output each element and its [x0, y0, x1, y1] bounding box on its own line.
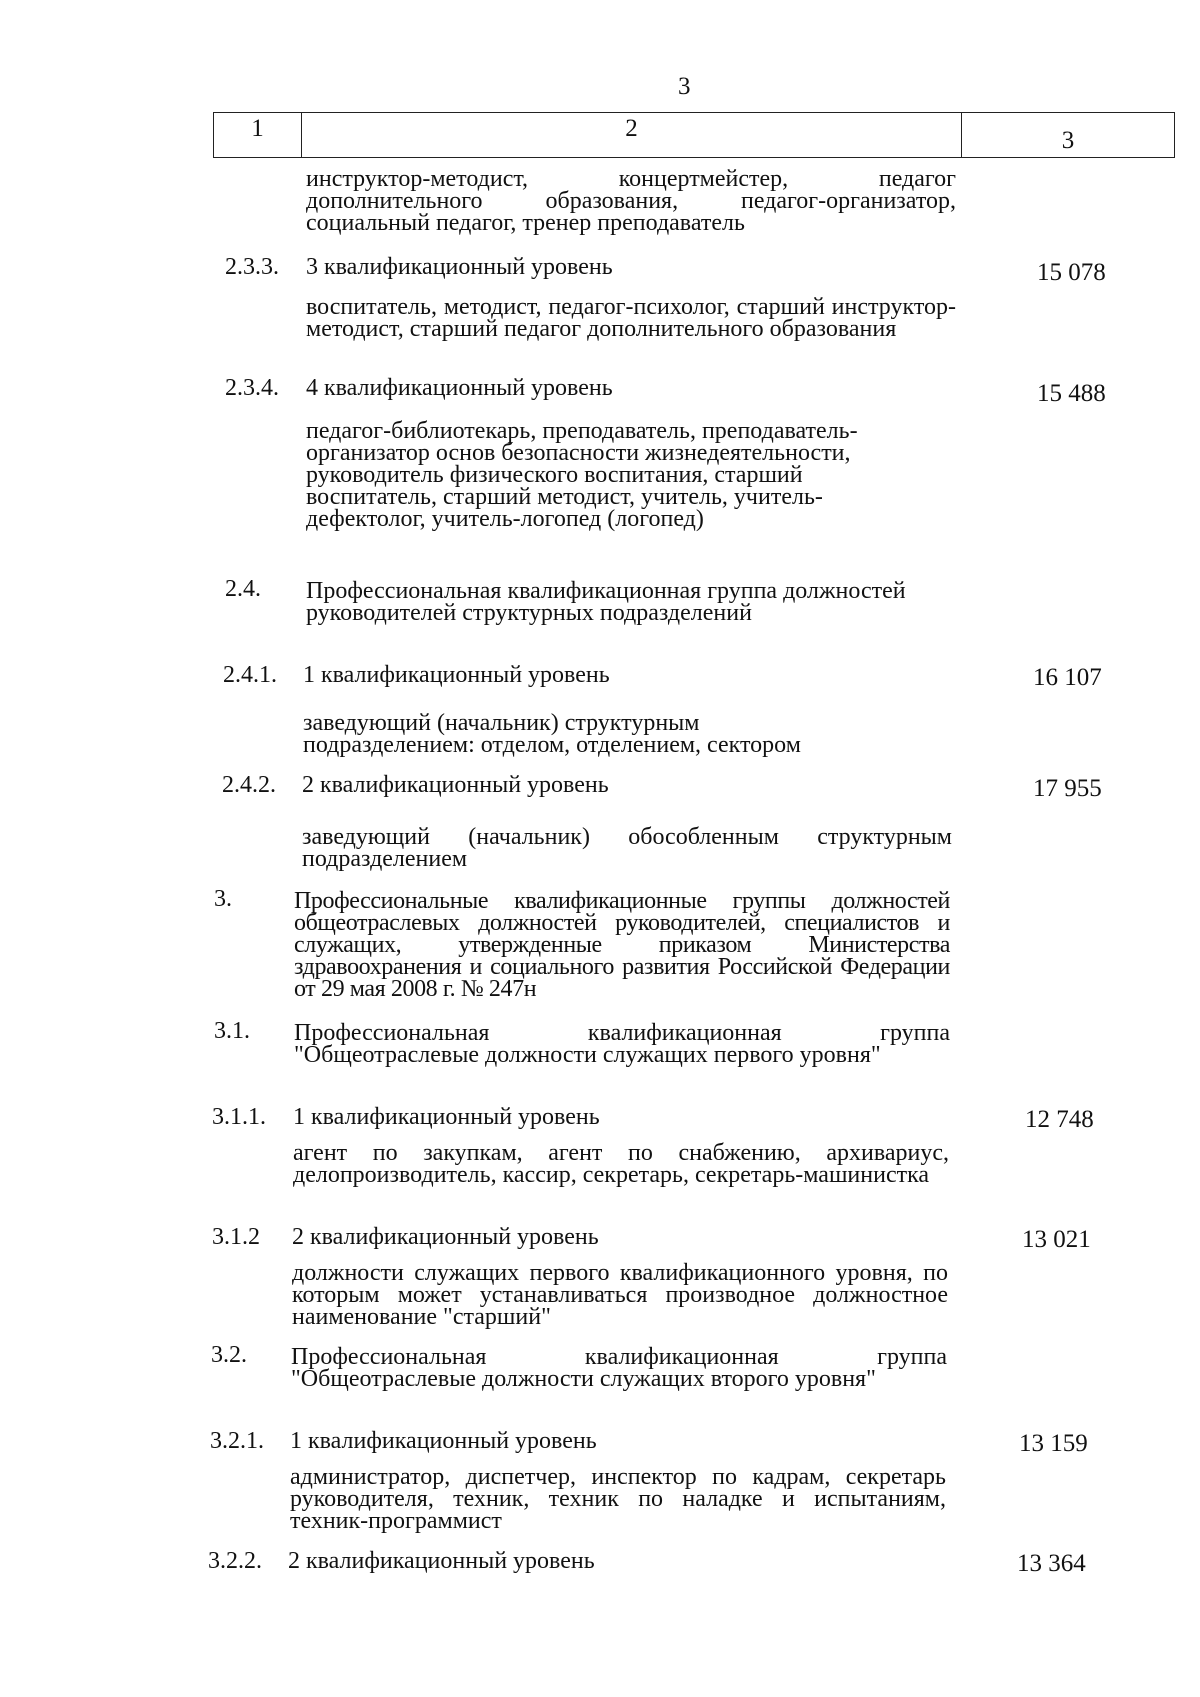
- row-text: 4 квалификационный уровень: [306, 375, 613, 401]
- row-number: 2.3.4.: [225, 375, 279, 401]
- row-number: 2.4.: [225, 576, 261, 602]
- row-number: 2.4.1.: [223, 662, 277, 688]
- row-text: 2 квалификационный уровень: [292, 1224, 599, 1250]
- row-text: заведующий (начальник) обособленным структурным подразделением: [302, 824, 952, 872]
- row-text: воспитатель, методист, педагог-психолог, старший инструктор-методист, старший педагог дополнительного образования: [306, 294, 956, 342]
- header-col-1: 1: [214, 113, 302, 157]
- row-value: 15 488: [1037, 380, 1106, 407]
- row-text: Профессиональная квалификационная группа должностей руководителей структурных подразделений: [306, 578, 906, 626]
- row-text: инструктор-методист, концертмейстер, педагог дополнительного образования, педагог-организатор, социальный педагог, тренер преподаватель: [306, 166, 956, 236]
- row-value: 13 159: [1019, 1430, 1088, 1457]
- row-number: 3.1.2: [212, 1224, 260, 1250]
- row-value: 17 955: [1033, 775, 1102, 802]
- row-text: 1 квалификационный уровень: [290, 1428, 597, 1454]
- row-number: 3.1.1.: [212, 1104, 266, 1130]
- row-number: 3.2.: [211, 1342, 247, 1368]
- row-number: 3.1.: [214, 1018, 250, 1044]
- row-text: должности служащих первого квалификационного уровня, по которым может устанавливаться производное должностное наименование "старший": [292, 1260, 948, 1330]
- row-text: Профессиональная квалификационная группа "Общеотраслевые должности служащих второго уровня": [291, 1344, 947, 1392]
- row-text: 1 квалификационный уровень: [293, 1104, 600, 1130]
- row-number: 3.: [214, 886, 232, 912]
- table-header: [213, 112, 1175, 158]
- row-text: 2 квалификационный уровень: [288, 1548, 595, 1574]
- row-text: Профессиональные квалификационные группы должностей общеотраслевых должностей руководителей, специалистов и служащих, утвержденные приказом Министерства здравоохранения и социального развития Российской Федерации от 29 мая 2008 г. № 247н: [294, 888, 950, 1002]
- row-number: 3.2.2.: [208, 1548, 262, 1574]
- row-text: 2 квалификационный уровень: [302, 772, 609, 798]
- row-number: 2.4.2.: [222, 772, 276, 798]
- row-value: 13 364: [1017, 1550, 1086, 1577]
- row-text: заведующий (начальник) структурным подразделением: отделом, отделением, сектором: [303, 710, 801, 758]
- row-value: 15 078: [1037, 259, 1106, 286]
- row-text: 1 квалификационный уровень: [303, 662, 610, 688]
- row-value: 13 021: [1022, 1226, 1091, 1253]
- header-col-2: 2: [302, 113, 962, 157]
- row-text: Профессиональная квалификационная группа "Общеотраслевые должности служащих первого уровня": [294, 1020, 950, 1068]
- row-text: педагог-библиотекарь, преподаватель, преподаватель-организатор основ безопасности жизнедеятельности, руководитель физического воспитания, старший воспитатель, старший методист, учитель, учитель-дефектолог, учитель-логопед (логопед): [306, 418, 858, 532]
- row-value: 16 107: [1033, 664, 1102, 691]
- row-text: администратор, диспетчер, инспектор по кадрам, секретарь руководителя, техник, техник по наладке и испытаниям, техник-программист: [290, 1464, 946, 1534]
- page-number: 3: [678, 73, 691, 100]
- row-number: 3.2.1.: [210, 1428, 264, 1454]
- row-value: 12 748: [1025, 1106, 1094, 1133]
- row-text: 3 квалификационный уровень: [306, 254, 613, 280]
- header-col-3: 3: [1061, 127, 1075, 154]
- row-text: агент по закупкам, агент по снабжению, архивариус, делопроизводитель, кассир, секретарь, секретарь-машинистка: [293, 1140, 949, 1188]
- row-number: 2.3.3.: [225, 254, 279, 280]
